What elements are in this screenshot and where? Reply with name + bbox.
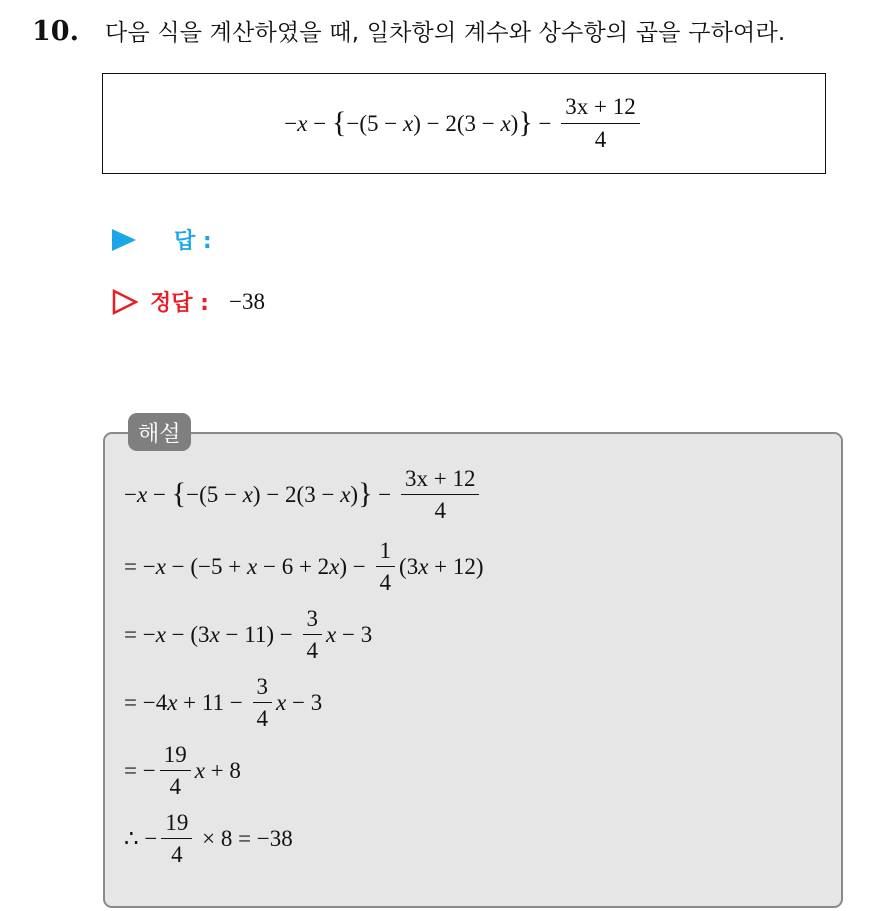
solution-fraction: $\frac{3}{4}$ — [303, 606, 323, 665]
solution-fraction: $\frac{19}{4}$ — [161, 810, 192, 869]
solution-fraction: $\frac{19}{4}$ — [160, 742, 191, 801]
solution-line-3: = − x − (3 x − 11) − $\frac{3}{4}$ x − 3 — [124, 606, 373, 664]
problem-expression: − x − { −(5 − x ) − 2(3 − x ) } − $\frac{3x + 12}{4}$ — [284, 94, 643, 153]
outline-triangle-icon — [112, 289, 138, 315]
solution-fraction: $\frac{1}{4}$ — [376, 538, 396, 597]
solution-line-1: − x − { −(5 − x ) − 2(3 − x ) } − $\frac{3x + 12}{4}$ — [124, 466, 483, 525]
solution-fraction: $\frac{3x + 12}{4}$ — [401, 466, 479, 525]
correct-answer-row — [112, 286, 265, 317]
problem-formula-box — [102, 73, 826, 174]
correct-answer-value: −38 — [228, 288, 265, 314]
solution-line-4: = −4 x + 11 − $\frac{3}{4}$ x − 3 — [124, 674, 323, 732]
solution-tab: 해설 — [128, 413, 191, 451]
problem-fraction: $\frac{3x + 12}{4}$ — [561, 94, 639, 153]
question-header — [32, 14, 785, 47]
solution-line-2: = − x − (−5 + x − 6 + 2 x ) − $\frac{1}{4}$ (3 x + 12) — [124, 538, 484, 596]
answer-label: 답 : — [174, 229, 212, 254]
question-text: 다음 식을 계산하였을 때, 일차항의 계수와 상수항의 곱을 구하여라. — [104, 20, 786, 46]
answer-row — [112, 224, 212, 255]
solution-line-5: = − $\frac{19}{4}$ x + 8 — [124, 742, 241, 800]
solution-fraction: $\frac{3}{4}$ — [253, 674, 273, 733]
correct-answer-label: 정답 : — [150, 291, 209, 316]
question-number: 10. — [32, 16, 79, 47]
solution-line-6: ∴ − $\frac{19}{4}$ × 8 = −38 — [124, 810, 293, 868]
play-triangle-icon — [112, 229, 136, 251]
